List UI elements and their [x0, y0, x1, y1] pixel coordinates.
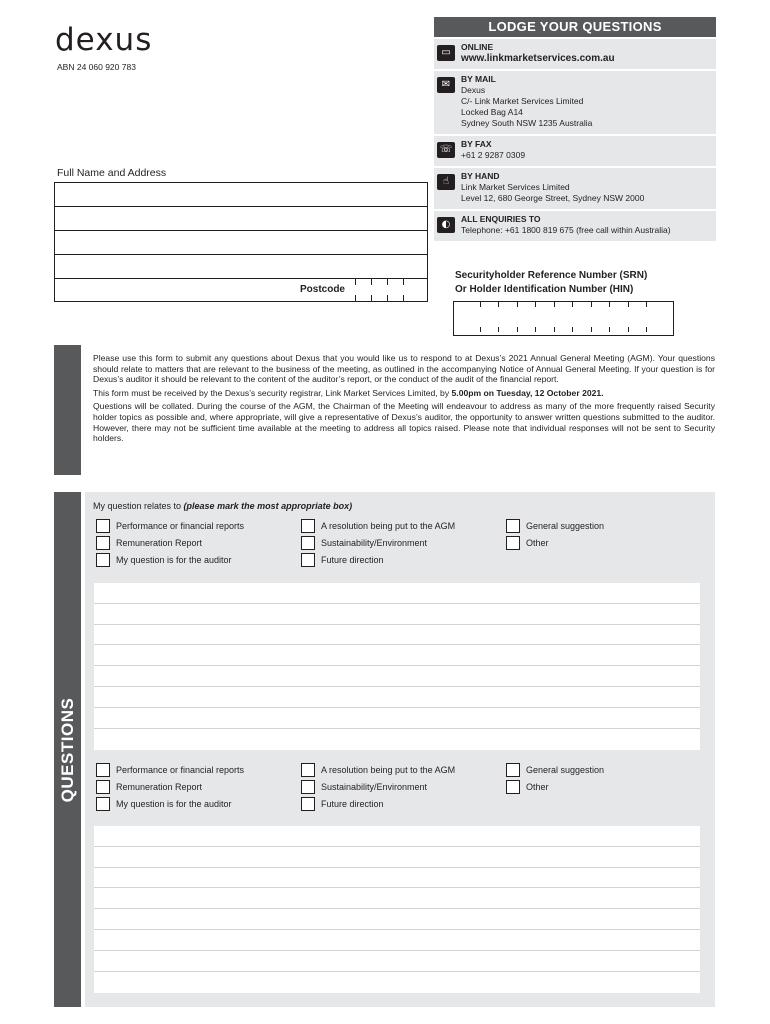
option-other[interactable]: Other — [506, 779, 549, 794]
checkbox[interactable] — [301, 780, 315, 794]
option-performance[interactable]: Performance or financial reports — [96, 518, 244, 533]
checkbox[interactable] — [301, 763, 315, 777]
lodge-mail-line: Locked Bag A14 — [461, 107, 523, 117]
checkbox[interactable] — [301, 797, 315, 811]
hin-label-line: Or Holder Identification Number (HIN) — [455, 284, 634, 295]
option-performance[interactable]: Performance or financial reports — [96, 762, 244, 777]
srn-label-line: Securityholder Reference Number (SRN) — [455, 270, 648, 281]
lodge-hand-line: Level 12, 680 George Street, Sydney NSW 2000 — [461, 193, 645, 203]
abn-number: ABN 24 060 920 783 — [57, 62, 136, 72]
address-postcode-row[interactable] — [54, 278, 428, 302]
lodge-hand-label: BY HAND — [461, 171, 500, 181]
lodge-fax-label: BY FAX — [461, 139, 492, 149]
instructions-text — [93, 353, 715, 447]
option-resolution[interactable]: A resolution being put to the AGM — [301, 518, 455, 533]
option-auditor[interactable]: My question is for the auditor — [96, 552, 232, 567]
option-general-suggestion[interactable]: General suggestion — [506, 518, 604, 533]
lodge-hand — [434, 168, 716, 209]
questions-heading-instruction: (please mark the most appropriate box) — [183, 501, 353, 511]
checkbox[interactable] — [96, 536, 110, 550]
full-name-address-label: Full Name and Address — [57, 167, 167, 179]
lodge-fax — [434, 136, 716, 166]
dexus-logo: dexus — [55, 22, 153, 58]
checkbox[interactable] — [506, 536, 520, 550]
option-general-suggestion[interactable]: General suggestion — [506, 762, 604, 777]
option-sustainability[interactable]: Sustainability/Environment — [301, 779, 427, 794]
option-future-direction[interactable]: Future direction — [301, 552, 384, 567]
checkbox[interactable] — [301, 553, 315, 567]
checkbox[interactable] — [96, 797, 110, 811]
checkbox[interactable] — [506, 780, 520, 794]
collation-paragraph: Questions will be collated. During the course of the AGM, the Chairman of the Meeting will endeavour to address as many of the more frequently raised Security holder topics as possible and, where appropriate, will give a representative of Dexus’s auditor, the opportunity to answer written questions submitted to the auditor. However, there may not be sufficient time available at the meeting to address all topics raised. Please note that individual responses will not be sent to Security holders. — [93, 401, 715, 444]
option-resolution[interactable]: A resolution being put to the AGM — [301, 762, 455, 777]
checkbox[interactable] — [506, 519, 520, 533]
instructions-paragraph: Please use this form to submit any questions about Dexus that you would like us to respond to at Dexus’s 2021 Annual General Meeting (AGM). Your questions should relate to matters that are relevant to the business of the meeting, as outlined in the accompanying Notice of Annual General Meeting. If your question is for Dexus’s auditor it should be relevant to the content of the auditor’s report, or the conduct of the audit of the financial report. — [93, 353, 715, 385]
option-future-direction[interactable]: Future direction — [301, 796, 384, 811]
deadline-paragraph: This form must be received by the Dexus’s security registrar, Link Market Services Limited, by 5.00pm on Tuesday, 12 October 2021. — [93, 387, 604, 398]
questions-heading: My question relates to (please mark the most appropriate box) — [93, 501, 353, 511]
lodge-online — [434, 39, 716, 69]
address-line-field[interactable] — [54, 182, 428, 206]
lodge-online-label: ONLINE — [461, 42, 494, 52]
srn-label — [455, 269, 647, 297]
option-remuneration[interactable]: Remuneration Report — [96, 779, 202, 794]
address-field-group — [54, 182, 428, 302]
address-line-field[interactable] — [54, 254, 428, 278]
computer-icon: ▭ — [437, 45, 455, 61]
postcode-field[interactable] — [355, 279, 419, 302]
hand-icon: ☝ — [437, 174, 455, 190]
lodge-enquiries-label: ALL ENQUIRIES TO — [461, 214, 541, 224]
questions-side-label: QUESTIONS — [57, 697, 77, 803]
lodge-mail-line: Sydney South NSW 1235 Australia — [461, 118, 593, 128]
phone-icon: ◐ — [437, 217, 455, 233]
checkbox[interactable] — [96, 519, 110, 533]
checkbox[interactable] — [301, 519, 315, 533]
option-auditor[interactable]: My question is for the auditor — [96, 796, 232, 811]
checkbox[interactable] — [301, 536, 315, 550]
postcode-label: Postcode — [299, 284, 345, 295]
question-text-area[interactable] — [94, 826, 700, 993]
checkbox[interactable] — [96, 553, 110, 567]
lodge-fax-number: +61 2 9287 0309 — [461, 150, 526, 160]
lodge-title: LODGE YOUR QUESTIONS — [434, 17, 716, 37]
srn-hin-field[interactable] — [453, 301, 674, 336]
deadline-date: 5.00pm on Tuesday, 12 October 2021. — [451, 387, 604, 398]
fax-icon: ☏ — [437, 142, 455, 158]
intro-side-bar — [54, 345, 81, 475]
address-line-field[interactable] — [54, 206, 428, 230]
option-sustainability[interactable]: Sustainability/Environment — [301, 535, 427, 550]
lodge-mail-label: BY MAIL — [461, 74, 496, 84]
lodge-questions-panel — [434, 17, 716, 241]
checkbox[interactable] — [96, 763, 110, 777]
checkbox[interactable] — [96, 780, 110, 794]
envelope-icon: ✉ — [437, 77, 455, 93]
address-line-field[interactable] — [54, 230, 428, 254]
lodge-mail-line: Dexus — [461, 85, 486, 95]
lodge-enquiries — [434, 211, 716, 241]
checkbox[interactable] — [506, 763, 520, 777]
lodge-hand-line: Link Market Services Limited — [461, 182, 570, 192]
option-other[interactable]: Other — [506, 535, 549, 550]
lodge-mail-line: C/- Link Market Services Limited — [461, 96, 584, 106]
option-remuneration[interactable]: Remuneration Report — [96, 535, 202, 550]
lodge-enquiries-phone: Telephone: +61 1800 819 675 (free call within Australia) — [461, 225, 671, 235]
lodge-mail — [434, 71, 716, 134]
lodge-online-url[interactable]: www.linkmarketservices.com.au — [461, 53, 615, 64]
question-text-area[interactable] — [94, 583, 700, 750]
